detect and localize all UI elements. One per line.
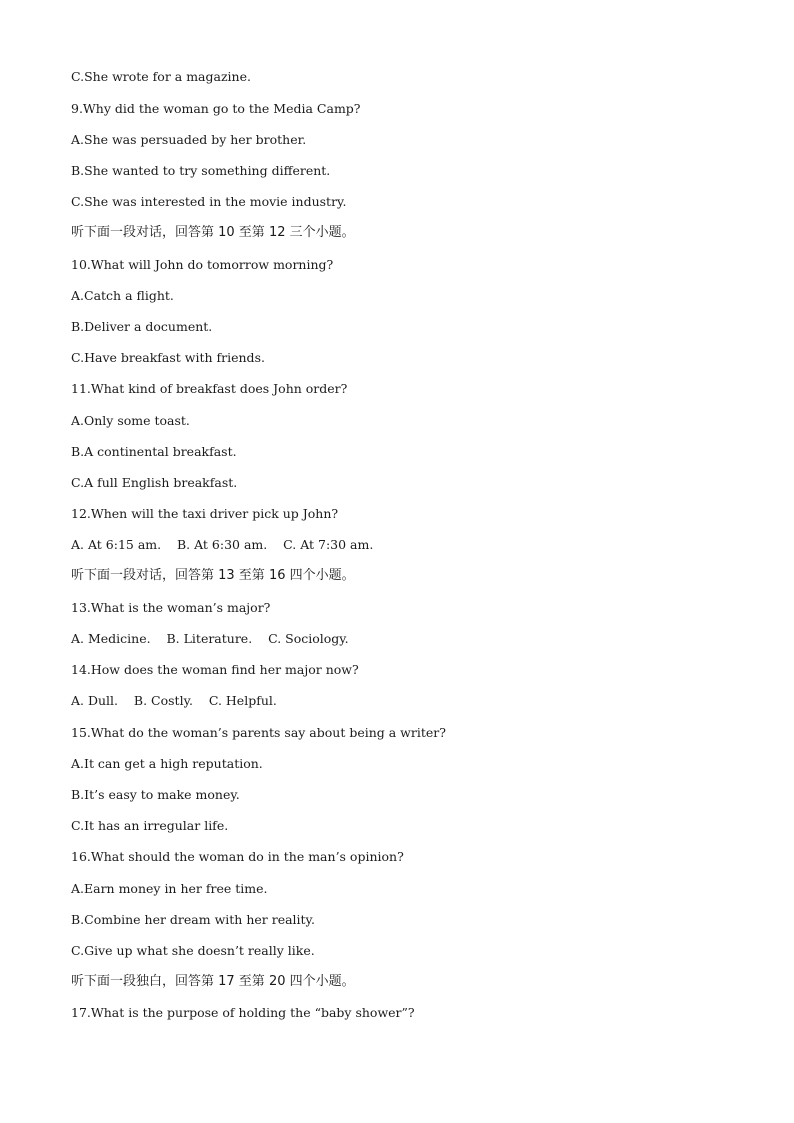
options-12: A. At 6:15 am. B. At 6:30 am. C. At 7:30 am. <box>71 537 374 552</box>
option-11a: A.Only some toast. <box>71 413 190 428</box>
question-16: 16.What should the woman do in the man’s opinion? <box>71 849 404 864</box>
question-12: 12.When will the taxi driver pick up John? <box>71 506 339 521</box>
option-15c: C.It has an irregular life. <box>71 818 229 833</box>
question-11: 11.What kind of breakfast does John order? <box>71 381 348 396</box>
option-15b: B.It’s easy to make money. <box>71 787 240 802</box>
question-13: 13.What is the woman’s major? <box>71 600 271 615</box>
section-heading-10-12: 听下面一段对话，回答第 10 至第 12 三个小题。 <box>71 225 355 240</box>
option-11b: B.A continental breakfast. <box>71 444 237 459</box>
option-9c: C.She was interested in the movie industry. <box>71 194 347 209</box>
option-10b: B.Deliver a document. <box>71 319 213 334</box>
question-17: 17.What is the purpose of holding the “baby shower”? <box>71 1005 415 1020</box>
option-16c: C.Give up what she doesn’t really like. <box>71 943 315 958</box>
option-15a: A.It can get a high reputation. <box>71 756 263 771</box>
question-9: 9.Why did the woman go to the Media Camp? <box>71 101 361 116</box>
option-10a: A.Catch a flight. <box>71 288 174 303</box>
question-14: 14.How does the woman find her major now? <box>71 662 359 677</box>
question-10: 10.What will John do tomorrow morning? <box>71 257 334 272</box>
options-14: A. Dull. B. Costly. C. Helpful. <box>71 693 277 708</box>
option-16b: B.Combine her dream with her reality. <box>71 912 315 927</box>
option-16a: A.Earn money in her free time. <box>71 881 268 896</box>
option-11c: C.A full English breakfast. <box>71 475 238 490</box>
option-10c: C.Have breakfast with friends. <box>71 350 265 365</box>
question-15: 15.What do the woman’s parents say about being a writer? <box>71 725 446 740</box>
section-heading-13-16: 听下面一段对话，回答第 13 至第 16 四个小题。 <box>71 568 355 583</box>
section-heading-17-20: 听下面一段独白，回答第 17 至第 20 四个小题。 <box>71 974 355 989</box>
options-13: A. Medicine. B. Literature. C. Sociology. <box>71 631 349 646</box>
option-8c: C.She wrote for a magazine. <box>71 69 251 84</box>
option-9b: B.She wanted to try something different. <box>71 163 331 178</box>
option-9a: A.She was persuaded by her brother. <box>71 132 307 147</box>
